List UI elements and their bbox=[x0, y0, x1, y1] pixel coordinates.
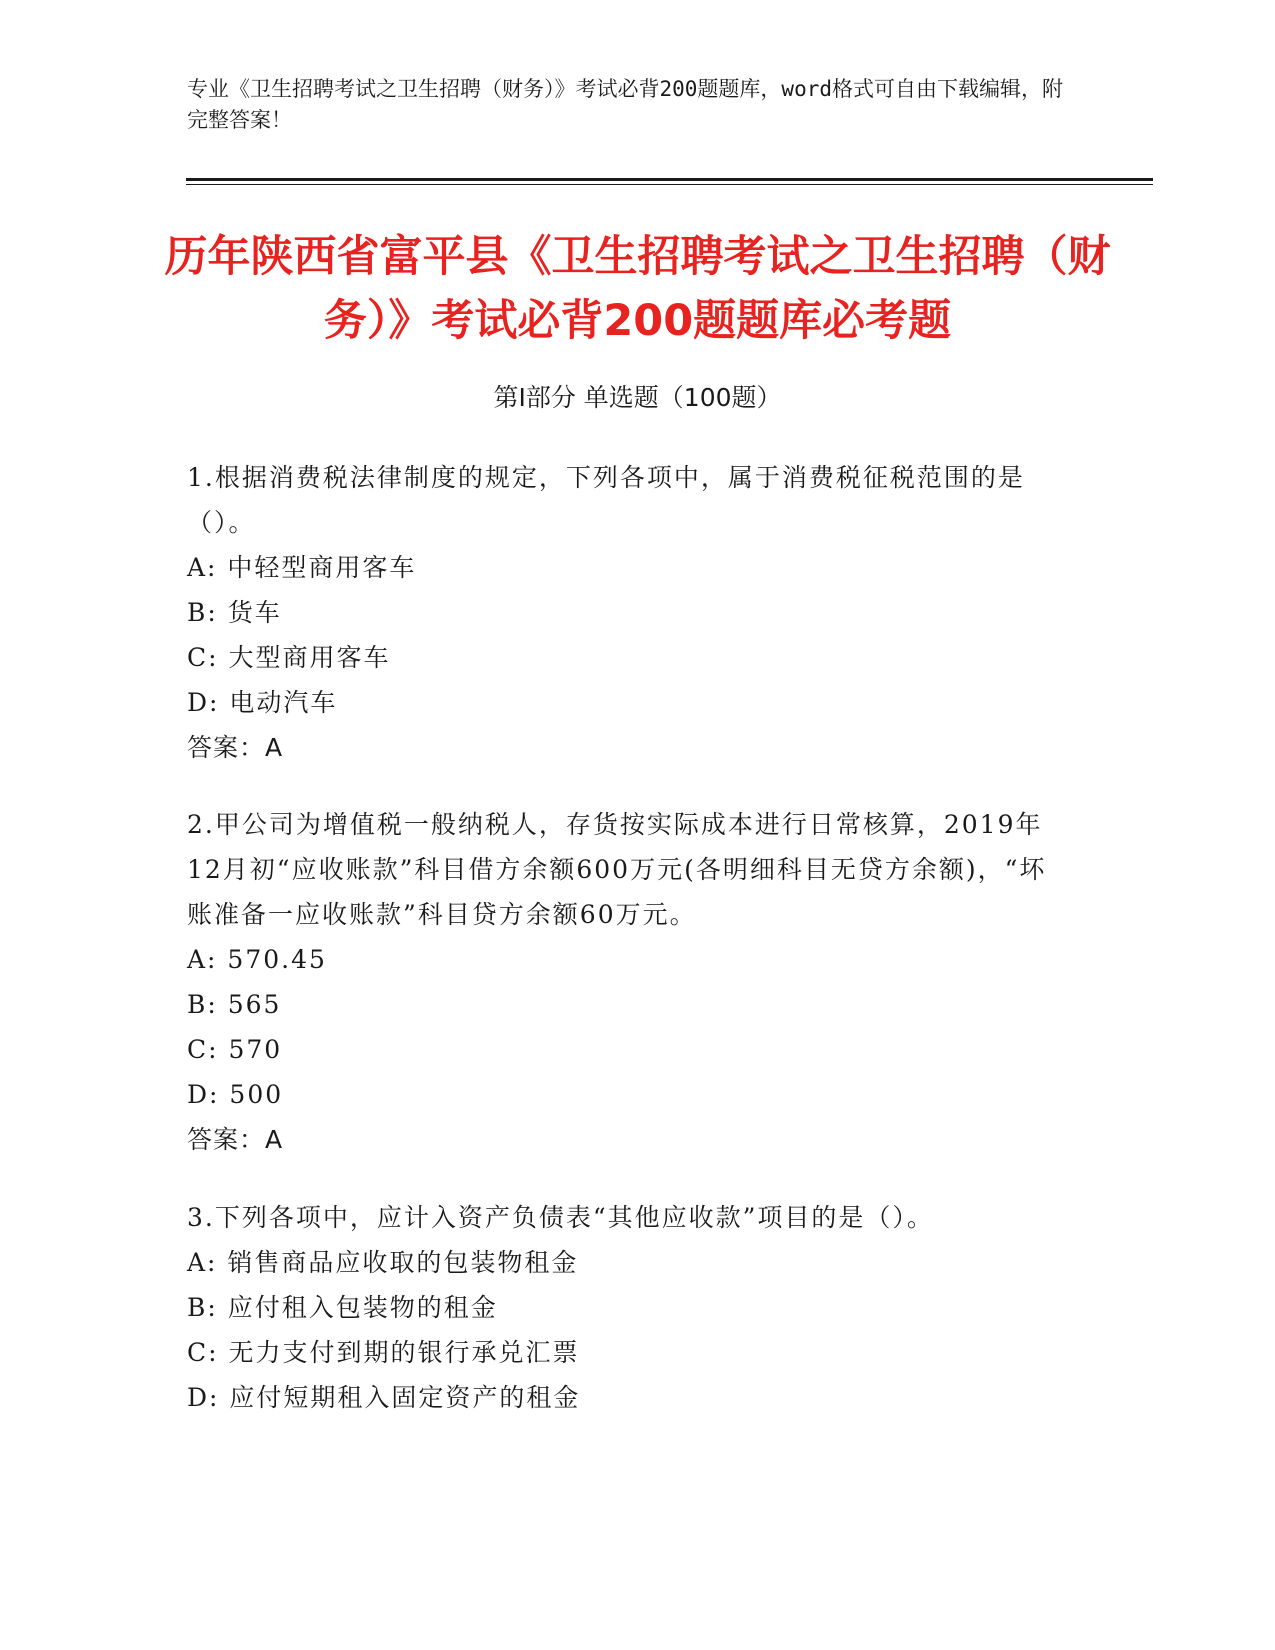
question-1 bbox=[187, 455, 1067, 770]
answer: 答案：A bbox=[187, 733, 284, 762]
document-title: 历年陕西省富平县《卫生招聘考试之卫生招聘（财务）》考试必背200题题库必考题 bbox=[164, 232, 1111, 346]
header-note: 专业《卫生招聘考试之卫生招聘（财务）》考试必背200题题库，word格式可自由下载编辑，附完整答案！ bbox=[187, 77, 1063, 132]
option-b: B: 应付租入包装物的租金 bbox=[187, 1293, 498, 1322]
option-a: A: 570.45 bbox=[187, 945, 327, 974]
option-b: B: 货车 bbox=[187, 598, 282, 627]
question-2 bbox=[187, 802, 1067, 1162]
question-stem: 3.下列各项中，应计入资产负债表“其他应收款”项目的是（）。 bbox=[187, 1203, 934, 1232]
option-d: D: 500 bbox=[187, 1080, 284, 1109]
option-a: A: 中轻型商用客车 bbox=[187, 553, 417, 582]
question-3 bbox=[187, 1195, 1067, 1420]
option-c: C: 大型商用客车 bbox=[187, 643, 391, 672]
option-d: D: 应付短期租入固定资产的租金 bbox=[187, 1383, 581, 1412]
section-heading: 第I部分 单选题（100题） bbox=[493, 383, 782, 412]
header-divider bbox=[186, 178, 1153, 181]
question-stem: 1.根据消费税法律制度的规定，下列各项中，属于消费税征税范围的是（）。 bbox=[187, 463, 1025, 537]
question-stem: 2.甲公司为增值税一般纳税人，存货按实际成本进行日常核算，2019年12月初“应收账款”科目借方余额600万元(各明细科目无贷方余额)，“坏账准备一应收账款”科目贷方余额60万元。 bbox=[187, 810, 1047, 929]
header-divider-thin bbox=[186, 184, 1153, 185]
option-c: C: 570 bbox=[187, 1035, 283, 1064]
option-a: A: 销售商品应收取的包装物租金 bbox=[187, 1248, 579, 1277]
answer: 答案：A bbox=[187, 1125, 284, 1154]
option-b: B: 565 bbox=[187, 990, 282, 1019]
option-d: D: 电动汽车 bbox=[187, 688, 338, 717]
option-c: C: 无力支付到期的银行承兑汇票 bbox=[187, 1338, 580, 1367]
